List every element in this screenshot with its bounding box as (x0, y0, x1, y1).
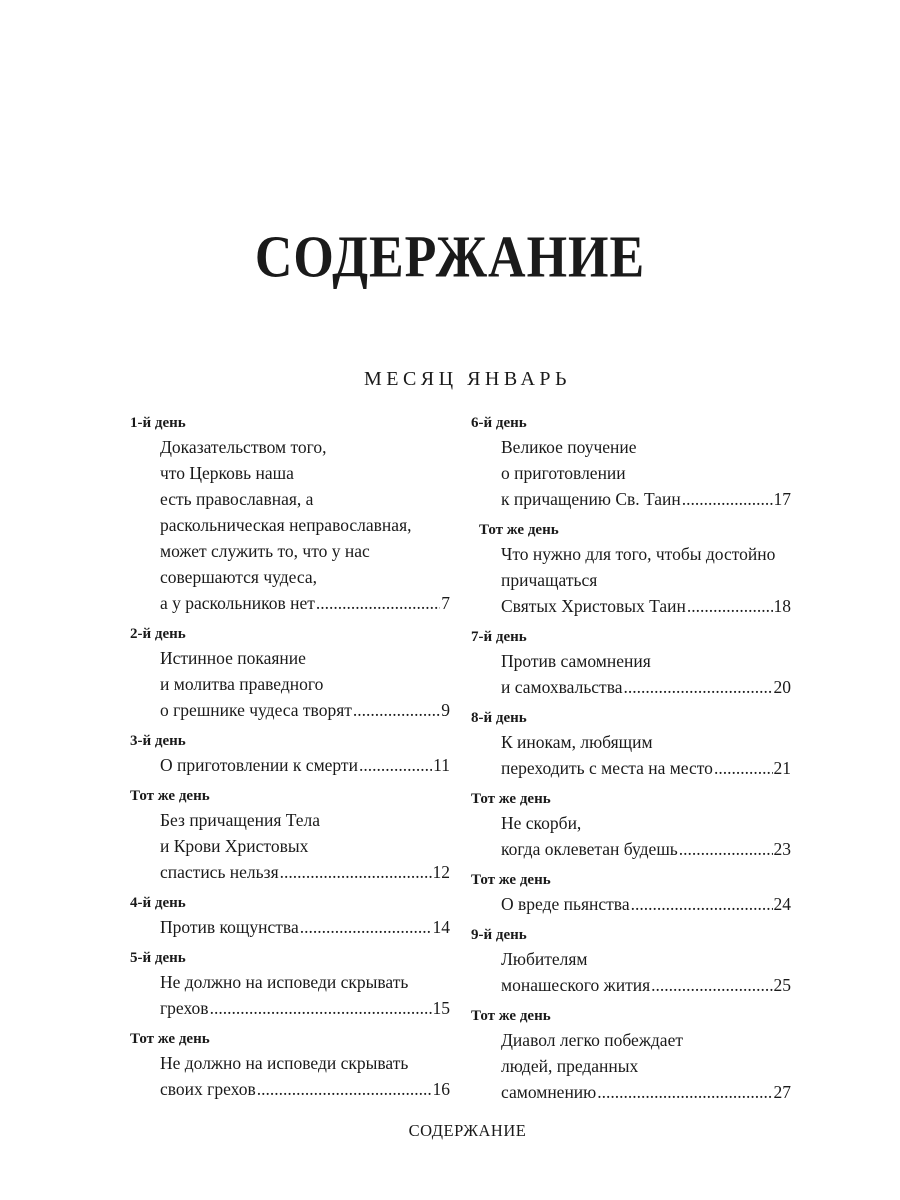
running-footer: СОДЕРЖАНИЕ (408, 1121, 527, 1140)
toc-entry[interactable] (130, 785, 450, 885)
toc-title-last-line (130, 859, 450, 885)
toc-day-heading: 6-й день (471, 415, 527, 431)
toc-title-last-line (471, 836, 791, 862)
dot-leader (679, 836, 773, 862)
toc-page-number: 25 (773, 975, 791, 995)
toc-page-number: 9 (441, 700, 450, 720)
toc-page-number: 18 (773, 596, 791, 616)
dot-leader (210, 995, 432, 1021)
toc-title-line: Доказательством того, (160, 437, 327, 457)
toc-entry[interactable] (471, 626, 791, 700)
toc-title-line: Против самомнения (501, 651, 651, 671)
toc-title-last-line (130, 590, 450, 616)
toc-page-number: 27 (773, 1082, 791, 1102)
toc-title-text: Святых Христовых Таин (501, 596, 686, 616)
toc-day-heading: 9-й день (471, 927, 527, 943)
toc-title-line: Любителям (501, 949, 588, 969)
toc-title-last-line (130, 697, 450, 723)
toc-title-text: О вреде пьянства (501, 894, 630, 914)
toc-day-heading: 5-й день (130, 950, 186, 966)
toc-title-text: переходить с места на место (501, 758, 713, 778)
toc-page-number: 12 (432, 862, 450, 882)
toc-title-last-line (471, 674, 791, 700)
toc-entry[interactable] (130, 412, 450, 616)
toc-day-heading: Тот же день (479, 522, 559, 538)
dot-leader (280, 859, 432, 885)
toc-title-line: Истинное покаяние (160, 648, 306, 668)
toc-entry[interactable] (471, 412, 791, 512)
toc-title-line: о приготовлении (501, 463, 626, 483)
toc-page-number: 21 (773, 758, 791, 778)
toc-title-last-line (471, 1079, 791, 1105)
toc-title-text: к причащению Св. Таин (501, 489, 681, 509)
dot-leader (597, 1079, 772, 1105)
toc-page-number: 20 (773, 677, 791, 697)
toc-day-heading: Тот же день (471, 1008, 551, 1024)
toc-title-line: людей, преданных (501, 1056, 639, 1076)
toc-title-last-line (471, 755, 791, 781)
dot-leader (682, 486, 773, 512)
toc-title-line: Что нужно для того, чтобы достойно (501, 544, 776, 564)
toc-title-last-line (130, 752, 450, 778)
toc-entry[interactable] (130, 1028, 450, 1102)
toc-title-text: самомнению (501, 1082, 597, 1102)
toc-title-line: К инокам, любящим (501, 732, 653, 752)
toc-title-line: может служить то, что у нас (160, 541, 370, 561)
toc-title-last-line (130, 995, 450, 1021)
toc-page-number: 24 (773, 894, 791, 914)
toc-title-text: грехов (160, 998, 209, 1018)
toc-title-line: совершаются чудеса, (160, 567, 318, 587)
toc-title-line: Диавол легко побеждает (501, 1030, 683, 1050)
toc-page-number: 23 (773, 839, 791, 859)
toc-entry[interactable] (471, 519, 791, 619)
dot-leader (631, 891, 773, 917)
page-title: СОДЕРЖАНИЕ (254, 224, 646, 291)
toc-title-last-line (471, 486, 791, 512)
toc-title-text: когда оклеветан будешь (501, 839, 678, 859)
dot-leader (359, 752, 432, 778)
toc-day-heading: Тот же день (130, 788, 210, 804)
toc-day-heading: 7-й день (471, 629, 527, 645)
toc-title-line: раскольническая неправославная, (160, 515, 412, 535)
dot-leader (651, 972, 772, 998)
toc-day-heading: 1-й день (130, 415, 186, 431)
toc-title-line: и молитва праведного (160, 674, 324, 694)
toc-entry[interactable] (130, 623, 450, 723)
toc-title-line: Без причащения Тела (160, 810, 321, 830)
toc-title-text: О приготовлении к смерти (160, 755, 358, 775)
toc-title-line: причащаться (501, 570, 598, 590)
toc-column-left (130, 412, 450, 1109)
toc-day-heading: 2-й день (130, 626, 186, 642)
toc-page-number: 16 (432, 1079, 450, 1099)
toc-day-heading: Тот же день (471, 791, 551, 807)
toc-title-text: Против кощунства (160, 917, 299, 937)
dot-leader (624, 674, 773, 700)
toc-title-line: Не должно на исповеди скрывать (160, 1053, 409, 1073)
toc-day-heading: 4-й день (130, 895, 186, 911)
toc-page-number: 15 (432, 998, 450, 1018)
toc-day-heading: 8-й день (471, 710, 527, 726)
toc-title-text: а у раскольников нет (160, 593, 315, 613)
toc-title-text: монашеского жития (501, 975, 651, 995)
toc-title-last-line (471, 593, 791, 619)
toc-entry[interactable] (471, 1005, 791, 1105)
month-heading: МЕСЯЦ ЯНВАРЬ (363, 368, 572, 390)
toc-title-line: Не скорби, (501, 813, 582, 833)
toc-title-line: есть православная, а (160, 489, 314, 509)
toc-page-number: 14 (432, 917, 450, 937)
dot-leader (300, 914, 432, 940)
dot-leader (316, 590, 440, 616)
toc-entry[interactable] (471, 924, 791, 998)
toc-title-last-line (130, 1076, 450, 1102)
toc-title-text: спастись нельзя (160, 862, 279, 882)
toc-title-line: и Крови Христовых (160, 836, 309, 856)
toc-day-heading: Тот же день (471, 872, 551, 888)
dot-leader (257, 1076, 432, 1102)
toc-day-heading: Тот же день (130, 1031, 210, 1047)
toc-page-number: 7 (441, 593, 450, 613)
toc-column-right (471, 412, 791, 1112)
toc-title-text: и самохвальства (501, 677, 623, 697)
toc-day-heading: 3-й день (130, 733, 186, 749)
dot-leader (714, 755, 773, 781)
toc-entry[interactable] (130, 947, 450, 1021)
toc-page-number: 17 (773, 489, 791, 509)
toc-title-text: своих грехов (160, 1079, 256, 1099)
toc-entry[interactable] (471, 869, 791, 917)
toc-title-last-line (471, 972, 791, 998)
toc-title-last-line (130, 914, 450, 940)
toc-entry[interactable] (130, 892, 450, 940)
toc-page-number: 11 (433, 755, 450, 775)
toc-entry[interactable] (130, 730, 450, 778)
toc-title-line: что Церковь наша (160, 463, 294, 483)
toc-entry[interactable] (471, 788, 791, 862)
dot-leader (687, 593, 773, 619)
toc-entry[interactable] (471, 707, 791, 781)
toc-title-line: Не должно на исповеди скрывать (160, 972, 409, 992)
toc-title-line: Великое поучение (501, 437, 637, 457)
toc-title-last-line (471, 891, 791, 917)
dot-leader (353, 697, 440, 723)
toc-title-text: о грешнике чудеса творят (160, 700, 352, 720)
